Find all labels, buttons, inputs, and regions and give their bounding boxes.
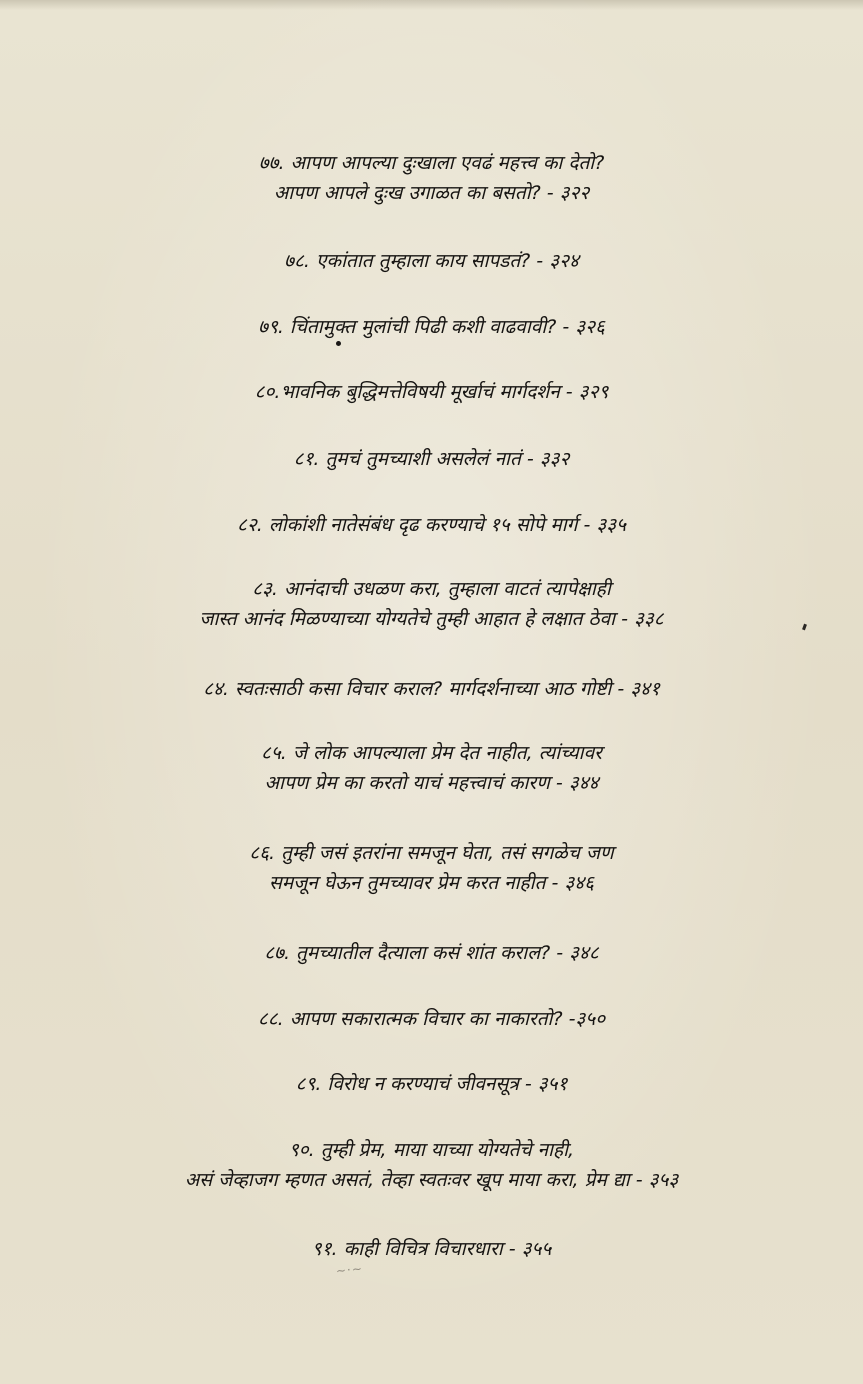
- toc-line: ८९. विरोध न करण्याचं जीवनसूत्र - ३५१: [295, 1073, 568, 1095]
- toc-line: असं जेव्हाजग म्हणत असतं, तेव्हा स्वतःवर खूप माया करा, प्रेम द्या - ३५३: [184, 1169, 679, 1191]
- toc-entry-86: [0, 838, 863, 898]
- toc-line: ८२. लोकांशी नातेसंबंध दृढ करण्याचे १५ सोपे मार्ग - ३३५: [237, 514, 626, 536]
- toc-line: ९०. तुम्ही प्रेम, माया याच्या योग्यतेचे नाही,: [288, 1139, 575, 1161]
- toc-line: ८०.भावनिक बुद्धिमत्तेविषयी मूर्खाचं मार्गदर्शन - ३२९: [254, 381, 609, 403]
- toc-line: ७७. आपण आपल्या दुःखाला एवढं महत्त्व का देतो?: [258, 152, 605, 174]
- toc-entry-88: [0, 1004, 863, 1034]
- toc-entry-91: [0, 1234, 863, 1264]
- toc-line: ९१. काही विचित्र विचारधारा - ३५५: [311, 1238, 552, 1260]
- toc-line: जास्त आनंद मिळण्याच्या योग्यतेचे तुम्ही आहात हे लक्षात ठेवा - ३३८: [199, 608, 664, 630]
- toc-line: समजून घेऊन तुमच्यावर प्रेम करत नाहीत - ३४६: [269, 872, 594, 894]
- toc-line: ८१. तुमचं तुमच्याशी असलेलं नातं - ३३२: [293, 448, 570, 470]
- toc-entry-78: [0, 246, 863, 276]
- toc-entry-85: [0, 738, 863, 798]
- toc-line: ८७. तुमच्यातील दैत्याला कसं शांत कराल? - ३४८: [264, 942, 599, 964]
- toc-entry-84: [0, 674, 863, 704]
- toc-entry-79: [0, 312, 863, 342]
- toc-line: ७८. एकांतात तुम्हाला काय सापडतं? - ३२४: [284, 250, 579, 272]
- toc-entry-80: [0, 377, 863, 407]
- toc-entry-90: [0, 1135, 863, 1195]
- toc-line: ८५. जे लोक आपल्याला प्रेम देत नाहीत, त्यांच्यावर: [261, 742, 602, 764]
- toc-line: ८६. तुम्ही जसं इतरांना समजून घेता, तसं सगळेच जण: [249, 842, 614, 864]
- ink-smudge: ~·~: [335, 1261, 364, 1279]
- toc-line: ७९. चिंतामुक्त मुलांची पिढी कशी वाढवावी? - ३२६: [258, 316, 605, 338]
- toc-line: आपण आपले दुःख उगाळत का बसतो? - ३२२: [273, 182, 590, 204]
- page-top-shadow: [0, 0, 863, 10]
- toc-line: ८३. आनंदाची उधळण करा, तुम्हाला वाटतं त्यापेक्षाही: [252, 578, 611, 600]
- toc-entry-87: [0, 938, 863, 968]
- toc-line: आपण प्रेम का करतो याचं महत्त्वाचं कारण - ३४४: [264, 772, 599, 794]
- toc-entry-89: [0, 1069, 863, 1099]
- toc-entry-83: [0, 574, 863, 634]
- toc-line: ८४. स्वतःसाठी कसा विचार कराल? मार्गदर्शनाच्या आठ गोष्टी - ३४१: [203, 678, 660, 700]
- toc-line: ८८. आपण सकारात्मक विचार का नाकारतो? -३५०: [257, 1008, 606, 1030]
- toc-entry-81: [0, 444, 863, 474]
- toc-entry-77: [0, 148, 863, 208]
- ink-dot: [336, 341, 341, 346]
- toc-entry-82: [0, 510, 863, 540]
